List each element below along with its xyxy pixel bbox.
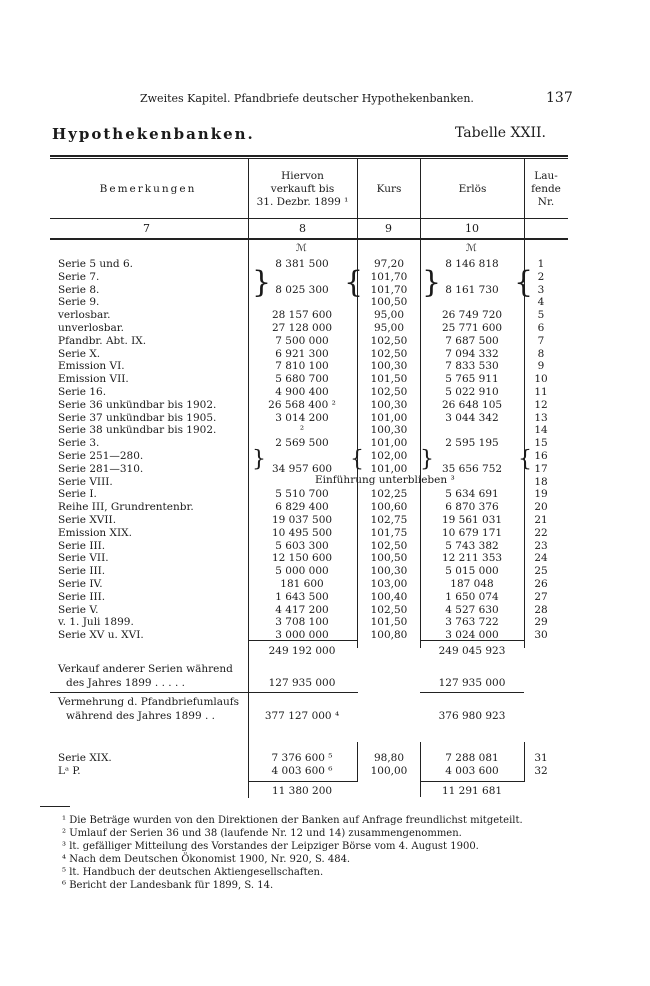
row-28-erl: 4 527 630 bbox=[445, 604, 499, 616]
col-number-7: 7 bbox=[143, 222, 150, 235]
row-13-rem: Serie 37 unkündbar bis 1905. bbox=[58, 412, 217, 424]
sum2-verkauft: 11 380 200 bbox=[271, 785, 333, 797]
row-11-erl: 5 022 910 bbox=[445, 386, 499, 398]
page-title: Hypothekenbanken. bbox=[52, 125, 255, 143]
row-12-kurs: 100,30 bbox=[370, 399, 408, 411]
brace-kurs-16-17: { bbox=[350, 447, 364, 472]
row-1-rem: Serie 5 und 6. bbox=[58, 258, 133, 270]
row-6-nr: 6 bbox=[537, 322, 545, 334]
row-17-rem: Serie 281—310. bbox=[58, 463, 144, 475]
row-16-kurs: 102,00 bbox=[370, 450, 408, 462]
row-27-verk: 1 643 500 bbox=[275, 591, 329, 603]
brace-erloes-16-17: } bbox=[420, 447, 434, 472]
brace-kurs-7-9: { bbox=[344, 265, 364, 300]
footnote-3: ³ lt. gefälliger Mitteilung des Vorstandes der Leipziger Börse vom 4. August 1900. bbox=[62, 841, 479, 852]
header-kurs: Kurs bbox=[376, 183, 402, 195]
row-26-kurs: 103,00 bbox=[370, 578, 408, 590]
row-15-kurs: 101,00 bbox=[370, 437, 408, 449]
row-23-erl: 5 743 382 bbox=[445, 540, 499, 552]
extra-row-rem: Serie XIX. bbox=[58, 752, 112, 764]
brace-nr-7-9: { bbox=[514, 265, 534, 300]
row-21-nr: 21 bbox=[534, 514, 548, 526]
row-25-erl: 5 015 000 bbox=[445, 565, 499, 577]
row-29-verk: 3 708 100 bbox=[275, 616, 329, 628]
row-17-kurs: 101,00 bbox=[370, 463, 408, 475]
row-24-rem: Serie VII. bbox=[58, 552, 109, 564]
row-3-nr: 3 bbox=[537, 284, 545, 296]
row-29-nr: 29 bbox=[534, 616, 548, 628]
row-14-rem: Serie 38 unkündbar bis 1902. bbox=[58, 424, 217, 436]
row-21-erl: 19 561 031 bbox=[441, 514, 503, 526]
extra-row-verkauft: 4 003 600 ⁶ bbox=[271, 765, 333, 777]
row-15-rem: Serie 3. bbox=[58, 437, 100, 449]
footnote-5: ⁵ lt. Handbuch der deutschen Aktiengesellschaften. bbox=[62, 867, 324, 878]
row-28-kurs: 102,50 bbox=[370, 604, 408, 616]
row-26-rem: Serie IV. bbox=[58, 578, 103, 590]
row-24-erl: 12 211 353 bbox=[441, 552, 503, 564]
extra-row-rem: Lᵃ P. bbox=[58, 765, 81, 777]
row-19-rem: Serie I. bbox=[58, 488, 97, 500]
row-27-erl: 1 650 074 bbox=[445, 591, 499, 603]
extra-row-nr: 32 bbox=[534, 765, 548, 777]
row-10-rem: Emission VII. bbox=[58, 373, 129, 385]
row-1-kurs: 97,20 bbox=[373, 258, 405, 270]
row-8-verk: 6 921 300 bbox=[275, 348, 329, 360]
row-21-verk: 19 037 500 bbox=[271, 514, 333, 526]
row-6-kurs: 95,00 bbox=[373, 322, 405, 334]
row-7-kurs: 102,50 bbox=[370, 335, 408, 347]
row-12-rem: Serie 36 unkündbar bis 1902. bbox=[58, 399, 217, 411]
row-1-verk: 8 381 500 bbox=[275, 258, 329, 270]
row-19-erl: 5 634 691 bbox=[445, 488, 499, 500]
row-22-erl: 10 679 171 bbox=[441, 527, 503, 539]
row-28-verk: 4 417 200 bbox=[275, 604, 329, 616]
row-27-nr: 27 bbox=[534, 591, 548, 603]
row-24-verk: 12 150 600 bbox=[271, 552, 333, 564]
row-23-nr: 23 bbox=[534, 540, 548, 552]
row-6-verk: 27 128 000 bbox=[271, 322, 333, 334]
row-12-verk: 26 568 400 ² bbox=[268, 399, 336, 411]
header-erloes: Erlös bbox=[458, 183, 487, 195]
row-7-rem: Pfandbr. Abt. IX. bbox=[58, 335, 147, 347]
row-8-erl: 7 094 332 bbox=[445, 348, 499, 360]
row-2-nr: 2 bbox=[537, 271, 545, 283]
row-22-nr: 22 bbox=[534, 527, 548, 539]
brace-verkauft-16-17: } bbox=[252, 447, 266, 472]
row-8-nr: 8 bbox=[537, 348, 545, 360]
row-15-nr: 15 bbox=[534, 437, 548, 449]
row-1-erl: 8 146 818 bbox=[445, 258, 499, 270]
footnote-4: ⁴ Nach dem Deutschen Ökonomist 1900, Nr. 920, S. 484. bbox=[62, 854, 351, 865]
row-19-verk: 5 510 700 bbox=[275, 488, 329, 500]
row-9-erl: 7 833 530 bbox=[445, 360, 499, 372]
vermehrung-erloes: 376 980 923 bbox=[438, 710, 506, 722]
row-10-erl: 5 765 911 bbox=[445, 373, 499, 385]
row-25-kurs: 100,30 bbox=[370, 565, 408, 577]
row-4-rem: Serie 9. bbox=[58, 296, 100, 308]
verkauf-verkauft: 127 935 000 bbox=[268, 677, 336, 689]
row-8-kurs: 102,50 bbox=[370, 348, 408, 360]
note-einfuehrung: Einführung unterblieben ³ bbox=[315, 474, 455, 486]
row-11-rem: Serie 16. bbox=[58, 386, 107, 398]
row-26-verk: 181 600 bbox=[280, 578, 324, 590]
row-5-kurs: 95,00 bbox=[373, 309, 405, 321]
row-3-kurs: 101,70 bbox=[370, 284, 408, 296]
header-bemerkungen: Bemerkungen bbox=[99, 183, 197, 195]
table-label: Tabelle XXII. bbox=[455, 125, 546, 141]
row-20-nr: 20 bbox=[534, 501, 548, 513]
row-18-nr: 18 bbox=[534, 476, 548, 488]
row-21-kurs: 102,75 bbox=[370, 514, 408, 526]
row-7-verk: 7 500 000 bbox=[275, 335, 329, 347]
row-22-verk: 10 495 500 bbox=[271, 527, 333, 539]
row-29-erl: 3 763 722 bbox=[445, 616, 499, 628]
unit-symbol-verkauft: ℳ bbox=[296, 243, 307, 254]
row-30-verk: 3 000 000 bbox=[275, 629, 329, 641]
sum1-erloes: 249 045 923 bbox=[438, 645, 506, 657]
verkauf-label-1: Verkauf anderer Serien während bbox=[58, 663, 233, 675]
row-9-nr: 9 bbox=[537, 360, 545, 372]
row-3-erl: 8 161 730 bbox=[445, 284, 499, 296]
row-14-nr: 14 bbox=[534, 424, 548, 436]
row-5-verk: 28 157 600 bbox=[271, 309, 333, 321]
row-14-verk: ² bbox=[299, 424, 305, 436]
row-2-kurs: 101,70 bbox=[370, 271, 408, 283]
running-head: Zweites Kapitel. Pfandbriefe deutscher Hypothekenbanken. bbox=[140, 92, 474, 105]
row-13-erl: 3 044 342 bbox=[445, 412, 499, 424]
footnote-1: ¹ Die Beträge wurden von den Direktionen der Banken auf Anfrage freundlichst mitgeteilt. bbox=[62, 815, 523, 826]
row-30-nr: 30 bbox=[534, 629, 548, 641]
row-3-rem: Serie 8. bbox=[58, 284, 100, 296]
row-2-rem: Serie 7. bbox=[58, 271, 100, 283]
col-number-10: 10 bbox=[465, 222, 479, 235]
row-20-verk: 6 829 400 bbox=[275, 501, 329, 513]
vermehrung-label-1: Vermehrung d. Pfandbriefumlaufs bbox=[58, 696, 240, 708]
row-4-nr: 4 bbox=[537, 296, 545, 308]
row-9-rem: Emission VI. bbox=[58, 360, 125, 372]
footnote-2: ² Umlauf der Serien 36 und 38 (laufende Nr. 12 und 14) zusammengenommen. bbox=[62, 828, 462, 839]
sum2-erloes: 11 291 681 bbox=[441, 785, 503, 797]
col-number-8: 8 bbox=[299, 222, 306, 235]
extra-row-kurs: 98,80 bbox=[373, 752, 405, 764]
row-26-nr: 26 bbox=[534, 578, 548, 590]
row-4-kurs: 100,50 bbox=[370, 296, 408, 308]
extra-row-kurs: 100,00 bbox=[370, 765, 408, 777]
row-15-erl: 2 595 195 bbox=[445, 437, 499, 449]
row-19-kurs: 102,25 bbox=[370, 488, 408, 500]
row-13-verk: 3 014 200 bbox=[275, 412, 329, 424]
header-nr: Lau- fende Nr. bbox=[531, 170, 561, 208]
col-number-9: 9 bbox=[385, 222, 392, 235]
row-11-kurs: 102,50 bbox=[370, 386, 408, 398]
row-10-verk: 5 680 700 bbox=[275, 373, 329, 385]
footnote-6: ⁶ Bericht der Landesbank für 1899, S. 14. bbox=[62, 880, 274, 891]
row-15-verk: 2 569 500 bbox=[275, 437, 329, 449]
extra-row-verkauft: 7 376 600 ⁵ bbox=[271, 752, 333, 764]
row-30-kurs: 100,80 bbox=[370, 629, 408, 641]
row-20-kurs: 100,60 bbox=[370, 501, 408, 513]
row-20-rem: Reihe III, Grundrentenbr. bbox=[58, 501, 194, 513]
row-5-nr: 5 bbox=[537, 309, 545, 321]
row-17-erl: 35 656 752 bbox=[441, 463, 503, 475]
verkauf-erloes: 127 935 000 bbox=[438, 677, 506, 689]
row-9-kurs: 100,30 bbox=[370, 360, 408, 372]
row-7-erl: 7 687 500 bbox=[445, 335, 499, 347]
row-22-kurs: 101,75 bbox=[370, 527, 408, 539]
row-5-erl: 26 749 720 bbox=[441, 309, 503, 321]
row-20-erl: 6 870 376 bbox=[445, 501, 499, 513]
row-1-nr: 1 bbox=[537, 258, 545, 270]
sum1-verkauft: 249 192 000 bbox=[268, 645, 336, 657]
row-24-kurs: 100,50 bbox=[370, 552, 408, 564]
row-18-rem: Serie VIII. bbox=[58, 476, 113, 488]
row-25-nr: 25 bbox=[534, 565, 548, 577]
row-8-rem: Serie X. bbox=[58, 348, 101, 360]
brace-verkauft-7-9: } bbox=[252, 265, 272, 300]
row-14-kurs: 100,30 bbox=[370, 424, 408, 436]
row-9-verk: 7 810 100 bbox=[275, 360, 329, 372]
row-16-rem: Serie 251—280. bbox=[58, 450, 144, 462]
row-24-nr: 24 bbox=[534, 552, 548, 564]
row-30-rem: Serie XV u. XVI. bbox=[58, 629, 144, 641]
row-11-nr: 11 bbox=[534, 386, 548, 398]
row-6-erl: 25 771 600 bbox=[441, 322, 503, 334]
row-5-rem: verlosbar. bbox=[58, 309, 111, 321]
row-27-kurs: 100,40 bbox=[370, 591, 408, 603]
row-25-verk: 5 000 000 bbox=[275, 565, 329, 577]
header-verkauft: Hiervon verkauft bis 31. Dezbr. 1899 ¹ bbox=[256, 170, 349, 208]
row-21-rem: Serie XVII. bbox=[58, 514, 117, 526]
row-29-rem: v. 1. Juli 1899. bbox=[58, 616, 134, 628]
row-30-erl: 3 024 000 bbox=[445, 629, 499, 641]
row-10-nr: 10 bbox=[534, 373, 548, 385]
row-23-kurs: 102,50 bbox=[370, 540, 408, 552]
row-28-rem: Serie V. bbox=[58, 604, 99, 616]
row-17-verk: 34 957 600 bbox=[271, 463, 333, 475]
row-13-kurs: 101,00 bbox=[370, 412, 408, 424]
extra-row-nr: 31 bbox=[534, 752, 548, 764]
row-12-nr: 12 bbox=[534, 399, 548, 411]
verkauf-label-2: des Jahres 1899 . . . . . bbox=[66, 677, 185, 689]
vermehrung-verkauft: 377 127 000 ⁴ bbox=[264, 710, 340, 722]
row-27-rem: Serie III. bbox=[58, 591, 106, 603]
extra-row-erloes: 7 288 081 bbox=[445, 752, 499, 764]
row-6-rem: unverlosbar. bbox=[58, 322, 124, 334]
page-number: 137 bbox=[546, 90, 573, 106]
row-16-nr: 16 bbox=[534, 450, 548, 462]
row-10-kurs: 101,50 bbox=[370, 373, 408, 385]
brace-nr-16-17: { bbox=[518, 447, 532, 472]
row-25-rem: Serie III. bbox=[58, 565, 106, 577]
row-23-rem: Serie III. bbox=[58, 540, 106, 552]
brace-erloes-7-9: } bbox=[422, 265, 442, 300]
vermehrung-label-2: während des Jahres 1899 . . bbox=[66, 710, 215, 722]
row-11-verk: 4 900 400 bbox=[275, 386, 329, 398]
row-12-erl: 26 648 105 bbox=[441, 399, 503, 411]
row-22-rem: Emission XIX. bbox=[58, 527, 132, 539]
row-19-nr: 19 bbox=[534, 488, 548, 500]
row-23-verk: 5 603 300 bbox=[275, 540, 329, 552]
row-7-nr: 7 bbox=[537, 335, 545, 347]
row-28-nr: 28 bbox=[534, 604, 548, 616]
row-13-nr: 13 bbox=[534, 412, 548, 424]
unit-symbol-erloes: ℳ bbox=[466, 243, 477, 254]
row-17-nr: 17 bbox=[534, 463, 548, 475]
row-29-kurs: 101,50 bbox=[370, 616, 408, 628]
row-26-erl: 187 048 bbox=[450, 578, 494, 590]
row-3-verk: 8 025 300 bbox=[275, 284, 329, 296]
extra-row-erloes: 4 003 600 bbox=[445, 765, 499, 777]
